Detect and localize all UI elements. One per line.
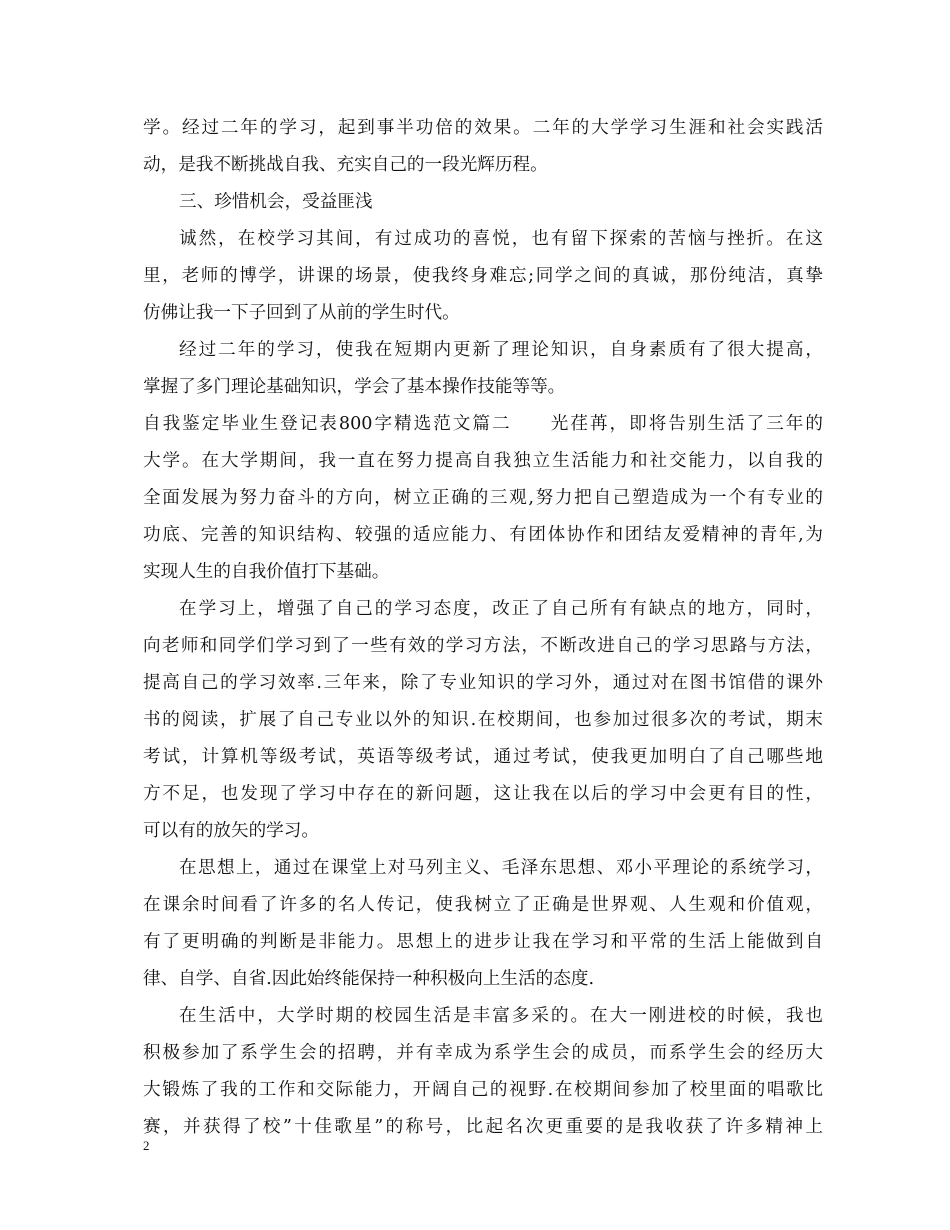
text-line: 里，老师的博学，讲课的场景，使我终身难忘;同学之间的真诚，那份纯洁，真挚 <box>143 266 823 286</box>
text-line: 赛，并获得了校”十佳歌星”的称号，比起名次更重要的是我收获了许多精神上 <box>143 1117 823 1137</box>
text-line: 积极参加了系学生会的招聘，并有幸成为系学生会的成员，而系学生会的经历大 <box>143 1043 823 1063</box>
text-line: 大学。在大学期间，我一直在努力提高自我独立生活能力和社交能力，以自我的 <box>143 451 823 471</box>
text-line: 动，是我不断挑战自我、充实自己的一段光辉历程。 <box>143 155 548 175</box>
text-line: 考试，计算机等级考试，英语等级考试，通过考试，使我更加明白了自己哪些地 <box>143 747 823 767</box>
text-line: 在课余时间看了许多的名人传记，使我树立了正确是世界观、人生观和价值观， <box>143 895 823 915</box>
text-line: 掌握了多门理论基础知识，学会了基本操作技能等等。 <box>143 377 566 397</box>
page-number: 2 <box>143 1138 150 1153</box>
text-line: 经过二年的学习，使我在短期内更新了理论知识，自身素质有了很大提高， <box>179 340 823 360</box>
text-line: 律、自学、自省.因此始终能保持一种积极向上生活的态度. <box>143 969 595 989</box>
text-line: 有了更明确的判断是非能力。思想上的进步让我在学习和平常的生活上能做到自 <box>143 932 823 952</box>
text-line: 大锻炼了我的工作和交际能力，开阔自己的视野.在校期间参加了校里面的唱歌比 <box>143 1080 823 1100</box>
text-line: 书的阅读，扩展了自己专业以外的知识.在校期间，也参加过很多次的考试，期末 <box>143 710 823 730</box>
text-line: 实现人生的自我价值打下基础。 <box>143 562 390 582</box>
text-line: 学。经过二年的学习，起到事半功倍的效果。二年的大学学习生涯和社会实践活 <box>143 118 823 138</box>
text-line: 仿佛让我一下子回到了从前的学生时代。 <box>143 303 460 323</box>
text-line: 在学习上，增强了自己的学习态度，改正了自己所有有缺点的地方，同时， <box>179 599 823 619</box>
text-line: 向老师和同学们学习到了一些有效的学习方法，不断改进自己的学习思路与方法， <box>143 636 823 656</box>
text-line: 在思想上，通过在课堂上对马列主义、毛泽东思想、邓小平理论的系统学习， <box>179 858 823 878</box>
section-heading: 三、珍惜机会，受益匪浅 <box>179 192 373 212</box>
text-line: 诚然，在校学习其间，有过成功的喜悦，也有留下探索的苦恼与挫折。在这 <box>179 229 823 249</box>
text-line: 提高自己的学习效率.三年来，除了专业知识的学习外，通过对在图书馆借的课外 <box>143 673 823 693</box>
text-line: 全面发展为努力奋斗的方向，树立正确的三观,努力把自己塑造成为一个有专业的 <box>143 488 823 508</box>
text-line: 方不足，也发现了学习中存在的新问题，这让我在以后的学习中会更有目的性， <box>143 784 823 804</box>
text-line: 功底、完善的知识结构、较强的适应能力、有团体协作和团结友爱精神的青年,为 <box>143 525 823 545</box>
text-line: 可以有的放矢的学习。 <box>143 821 319 841</box>
article-title-line: 自我鉴定毕业生登记表800字精选范文篇二 光荏苒，即将告别生活了三年的 <box>143 414 823 434</box>
text-line: 在生活中，大学时期的校园生活是丰富多采的。在大一刚进校的时候，我也 <box>179 1006 823 1026</box>
